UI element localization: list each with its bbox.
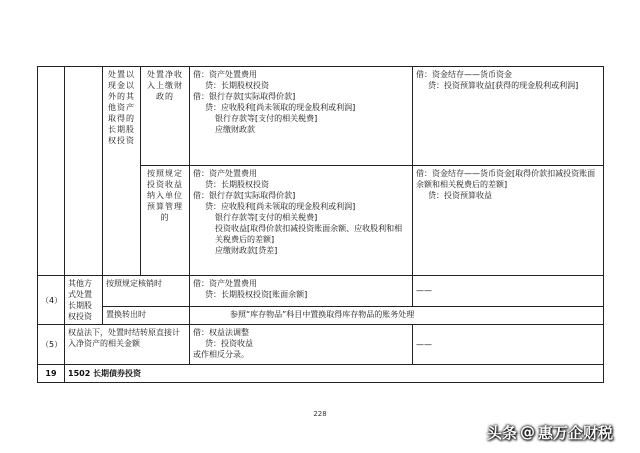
entry-line: 贷：长期股权投资 [205, 180, 269, 189]
disposal-type-cell: 处置以现金以外的其他资产取得的长期股权投资 [103, 67, 141, 276]
entry-line: 借：资产处置费用 [193, 279, 257, 288]
entry-line: 借：资金结存——货币资金 [416, 70, 512, 79]
row-number-cell: 19 [38, 365, 65, 383]
entry-line: 银行存款等[支付的相关税费] [215, 213, 318, 222]
entry-line: 借：银行存款[实际取得价款] [193, 92, 296, 101]
condition-cell: 按照规定投资收益纳入单位预算管理的 [141, 166, 190, 276]
watermark-at: @ [520, 423, 536, 441]
category-cell [65, 67, 103, 276]
financial-entry-cell: 参照“库存物品”科目中置换取得库存物品的账务处理 [190, 306, 604, 324]
entry-line: 贷：投资预算收益[获得的现金股利或利润] [428, 81, 579, 90]
table-row [38, 365, 604, 383]
entry-line: 贷：应收股利[尚未领取的现金股利或利润] [205, 202, 356, 211]
category-cell: 其他方式处置长期股权投资 [65, 276, 103, 325]
category-cell: 权益法下，处置时结转原直接计入净资产的相关金额 [65, 325, 190, 365]
entry-line: 或作相反分录。 [193, 350, 249, 359]
entry-line: 贷：投资预算收益 [428, 191, 492, 200]
entry-line: 应缴财政款[贷差] [215, 246, 278, 255]
table-row [38, 276, 604, 307]
table-row [38, 67, 604, 166]
entry-line: 借：资产处置费用 [193, 70, 257, 79]
row-number-cell [38, 67, 65, 276]
entry-line: 借：资金结存——货币资金[取得价款扣减投资账面余额和相关税费后的差额] [416, 169, 596, 189]
financial-entry-cell [190, 166, 413, 276]
entry-line: 借：银行存款[实际取得价款] [193, 191, 296, 200]
watermark [487, 420, 632, 444]
entry-line: 贷：长期股权投资 [205, 81, 269, 90]
entry-line: 应缴财政款 [215, 125, 255, 134]
condition-cell: 置换转出时 [103, 306, 190, 324]
budget-entry-cell: —— [413, 276, 604, 307]
budget-entry-cell [413, 166, 604, 276]
condition-cell: 按照规定核销时 [103, 276, 190, 307]
watermark-name: 惠万企财税 [538, 423, 614, 442]
table-row [38, 325, 604, 365]
section-title-cell: 1502 长期债券投资 [65, 365, 604, 383]
condition-cell: 处置净收入上缴财政的 [141, 67, 190, 166]
page-number: 228 [313, 410, 327, 418]
watermark-prefix: 头条 [487, 423, 518, 442]
entry-line: 借：资产处置费用 [193, 169, 257, 178]
accounting-table [37, 66, 604, 383]
financial-entry-cell [190, 276, 413, 307]
entry-line: 借：权益法调整 [193, 328, 249, 337]
financial-entry-cell [190, 67, 413, 166]
row-number-cell: （4） [38, 276, 65, 325]
budget-entry-cell [413, 67, 604, 166]
entry-line: 投资收益[取得价款扣减投资账面余额、应收股利和相关税费后的差额] [215, 224, 403, 244]
entry-line: 贷：长期股权投资[账面余额] [205, 290, 308, 299]
row-number-cell: （5） [38, 325, 65, 365]
financial-entry-cell [190, 325, 413, 365]
entry-line: 银行存款等[支付的相关税费] [215, 114, 318, 123]
budget-entry-cell: —— [413, 325, 604, 365]
entry-line: 贷：投资收益 [205, 339, 253, 348]
entry-line: 贷：应收股利[尚未领取的现金股利或利润] [205, 103, 356, 112]
table-row [38, 306, 604, 324]
